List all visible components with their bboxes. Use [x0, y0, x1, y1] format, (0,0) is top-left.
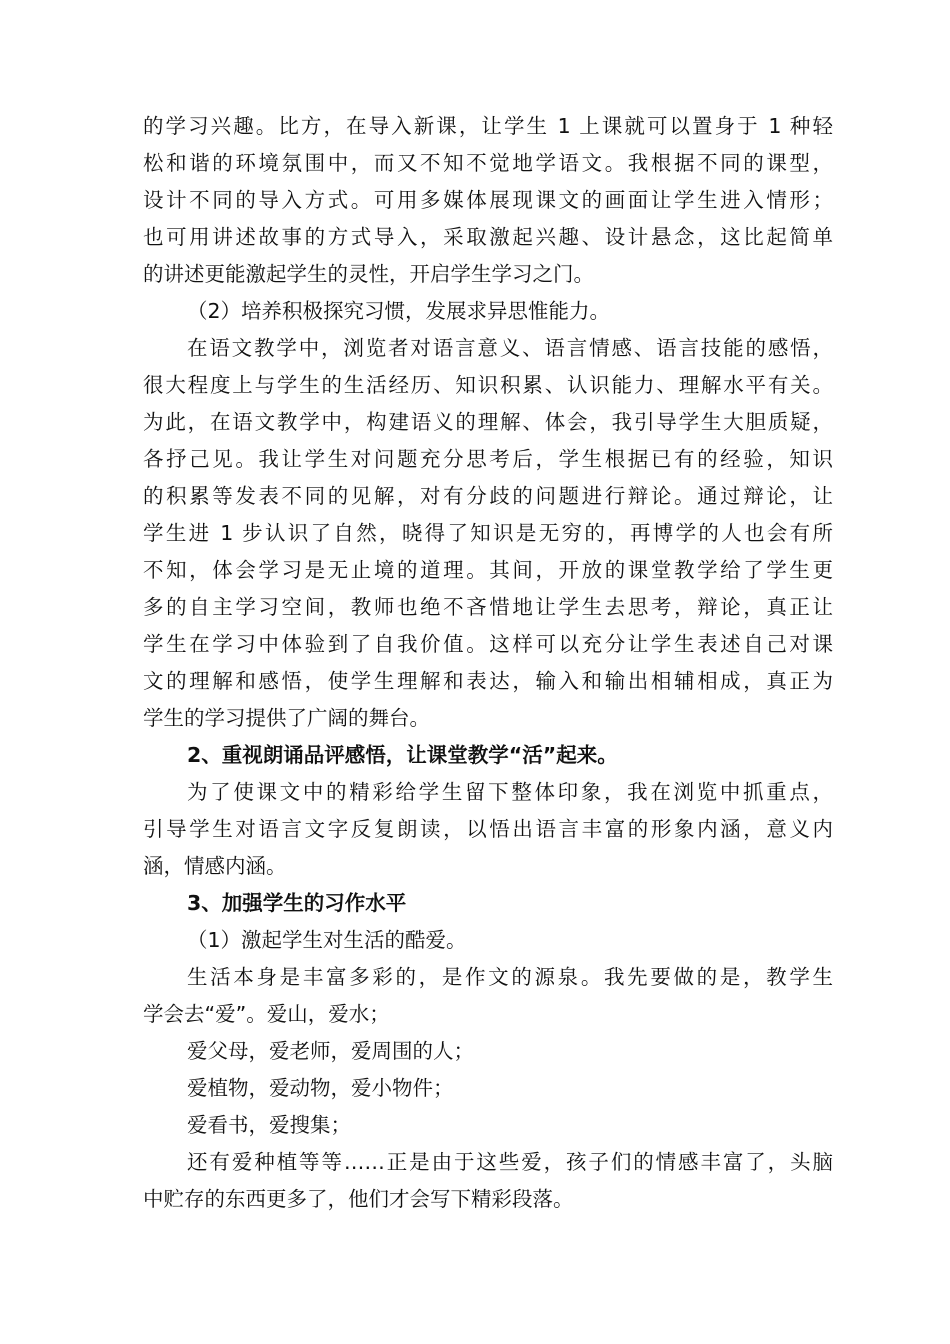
text-line: 生活本身是丰富多彩的，是作文的源泉。我先要做的是，教学生 [187, 965, 833, 989]
text-line: 很大程度上与学生的生活经历、知识积累、认识能力、理解水平有关。 [143, 373, 833, 397]
section-heading: 2、重视朗诵品评感悟，让课堂教学“活”起来。 [187, 743, 618, 767]
text-line: 设计不同的导入方式。可用多媒体展现课文的画面让学生进入情形； [143, 188, 833, 212]
subheading-line: （2）培养积极探究习惯，发展求异思惟能力。 [187, 299, 611, 323]
document-body [143, 108, 833, 1218]
text-line: 爱父母，爱老师，爱周围的人； [187, 1039, 474, 1063]
text-line: 学生在学习中体验到了自我价值。这样可以充分让学生表述自己对课 [143, 632, 833, 656]
section-heading: 3、加强学生的习作水平 [187, 891, 407, 915]
text-line: 的讲述更能激起学生的灵性，开启学生学习之门。 [143, 262, 594, 286]
text-line: 的学习兴趣。比方，在导入新课，让学生 1 上课就可以置身于 1 种轻 [143, 114, 833, 138]
text-line: 各抒己见。我让学生对问题充分思考后，学生根据已有的经验，知识 [143, 447, 833, 471]
text-line: 学生进 1 步认识了自然，晓得了知识是无穷的，再博学的人也会有所 [143, 521, 833, 545]
subheading-line: （1）激起学生对生活的酷爱。 [187, 928, 467, 952]
text-line: 爱植物，爱动物，爱小物件； [187, 1076, 454, 1100]
text-line: 松和谐的环境氛围中，而又不知不觉地学语文。我根据不同的课型， [143, 151, 833, 175]
text-line: 学生的学习提供了广阔的舞台。 [143, 706, 430, 730]
text-line: 不知，体会学习是无止境的道理。其间，开放的课堂教学给了学生更 [143, 558, 833, 582]
text-line: 引导学生对语言文字反复朗读，以悟出语言丰富的形象内涵，意义内 [143, 817, 833, 841]
text-line: 在语文教学中，浏览者对语言意义、语言情感、语言技能的感悟， [187, 336, 833, 360]
text-line: 为了使课文中的精彩给学生留下整体印象，我在浏览中抓重点， [187, 780, 833, 804]
text-line: 还有爱种植等等……正是由于这些爱，孩子们的情感丰富了，头脑 [187, 1150, 833, 1174]
text-line: 也可用讲述故事的方式导入，采取激起兴趣、设计悬念，这比起简单 [143, 225, 833, 249]
text-line: 多的自主学习空间，教师也绝不吝惜地让学生去思考，辩论，真正让 [143, 595, 833, 619]
text-line: 中贮存的东西更多了，他们才会写下精彩段落。 [143, 1187, 574, 1211]
text-line: 的积累等发表不同的见解，对有分歧的问题进行辩论。通过辩论，让 [143, 484, 833, 508]
text-line: 文的理解和感悟，使学生理解和表达，输入和输出相辅相成，真正为 [143, 669, 833, 693]
text-line: 学会去“爱”。爱山，爱水； [143, 1002, 390, 1026]
text-line: 涵，情感内涵。 [143, 854, 287, 878]
text-line: 为此，在语文教学中，构建语义的理解、体会，我引导学生大胆质疑， [143, 410, 833, 434]
text-line: 爱看书，爱搜集； [187, 1113, 351, 1137]
